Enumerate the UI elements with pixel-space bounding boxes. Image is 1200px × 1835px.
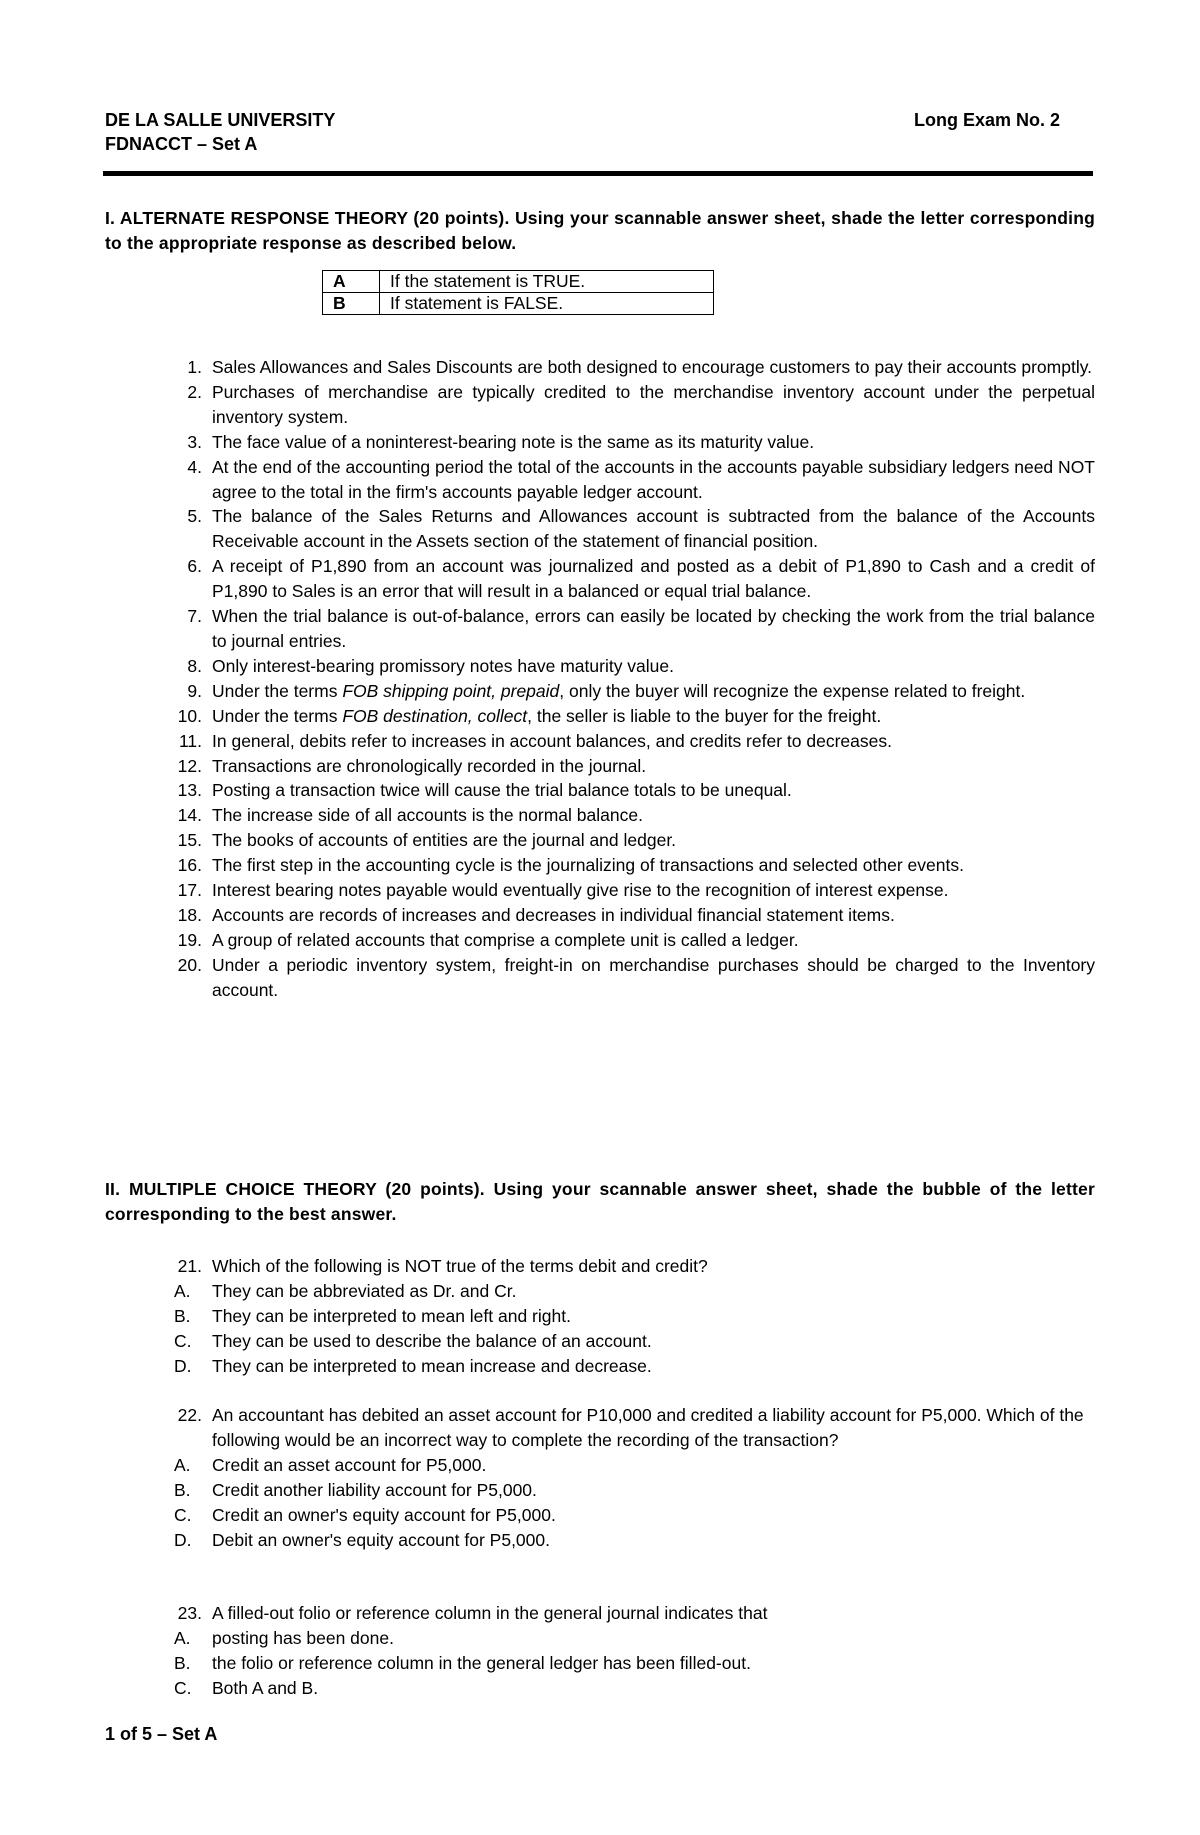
answer-option [105,1676,1095,1701]
page-footer: 1 of 5 – Set A [105,1724,218,1744]
question-stem [105,1601,1095,1626]
question-number: 21. [177,1256,202,1276]
answer-option [105,1528,1095,1553]
question-number: 10. [177,705,202,726]
legend-key: B [323,293,380,315]
answer-option [105,1329,1095,1354]
answer-option [105,1279,1095,1304]
question-text: In general, debits refer to increases in account balances, and credits refer to decreases. [212,730,892,751]
question-number: 20. [177,954,202,975]
stem-text: Which of the following is NOT true of the terms debit and credit? [212,1256,708,1276]
question-item [105,504,1095,554]
question-text: Posting a transaction twice will cause the trial balance totals to be unequal. [212,780,792,801]
option-letter: A. [174,1454,191,1475]
question-number: 2. [187,381,202,402]
question-number: 19. [177,929,202,950]
legend-meaning: If statement is FALSE. [380,293,714,315]
question-item [105,928,1095,953]
question-text: The books of accounts of entities are the journal and ledger. [212,830,677,851]
exam-title: Long Exam No. 2 [913,110,1060,130]
question-text-pre: Under the terms [212,705,343,726]
option-text: Credit another liability account for P5,000. [212,1479,537,1500]
question-number: 1. [187,357,202,377]
question-text: Interest bearing notes payable would eventually give rise to the recognition of interest expense. [212,880,949,901]
question-text: A receipt of P1,890 from an account was journalized and posted as a debit of P1,890 to Cash and a credit of P1,890 to Sales is an error that will result in a balanced or equal trial balance. [212,556,1095,602]
question-item [105,903,1095,928]
question-text-pre: Under the terms [212,680,343,701]
legend-meaning: If the statement is TRUE. [380,271,714,293]
university-name: DE LA SALLE UNIVERSITY [105,110,336,130]
question-number: 6. [187,556,202,577]
option-text: Debit an owner's equity account for P5,000. [212,1529,550,1550]
answer-option [105,1503,1095,1528]
question-item [105,878,1095,903]
option-letter: D. [174,1355,192,1376]
option-text: Credit an asset account for P5,000. [212,1454,487,1475]
question-text: Transactions are chronologically recorded in the journal. [212,755,647,776]
answer-option [105,1478,1095,1503]
option-text: the folio or reference column in the general ledger has been filled-out. [212,1652,751,1673]
question-number: 18. [177,904,202,925]
question-stem [105,1254,1095,1279]
question-item [105,604,1095,654]
option-letter: B. [174,1305,191,1326]
option-letter: A. [174,1627,191,1648]
option-text: posting has been done. [212,1627,394,1648]
question-text: Only interest-bearing promissory notes have maturity value. [212,655,675,676]
mc-question [105,1601,1095,1701]
answer-option [105,1651,1095,1676]
option-text: They can be interpreted to mean increase and decrease. [212,1355,652,1376]
answer-option [105,1354,1095,1379]
question-number: 4. [187,456,202,477]
option-letter: B. [174,1652,191,1673]
question-text: At the end of the accounting period the total of the accounts in the accounts payable subsidiary ledgers need NOT agree to the total in the firm's accounts payable ledger account. [212,456,1095,502]
header-left [105,108,335,156]
question-text: The increase side of all accounts is the normal balance. [212,805,643,826]
stem-text: An accountant has debited an asset account for P10,000 and credited a liability account for P5,000. Which of the following would be an incorrect way to complete the recording of the transaction? [212,1405,1084,1450]
question-text-emphasis: FOB destination, collect [342,705,528,726]
question-text-post: , the seller is liable to the buyer for the freight. [527,705,882,726]
option-text: They can be interpreted to mean left and right. [212,1305,571,1326]
question-number: 13. [177,780,202,801]
option-letter: B. [174,1479,191,1500]
question-item [105,704,1095,729]
question-item [105,729,1095,754]
answer-legend-table [322,270,714,315]
course-code: FDNACCT – Set A [105,134,258,154]
mc-question [105,1254,1095,1379]
question-item [105,654,1095,679]
question-item [105,853,1095,878]
stem-text: A filled-out folio or reference column in the general journal indicates that [212,1603,768,1623]
question-item [105,355,1095,380]
option-text: Both A and B. [212,1677,319,1698]
question-number: 7. [187,606,202,627]
section-1-heading: I. ALTERNATE RESPONSE THEORY (20 points). Using your scannable answer sheet, shade the letter corresponding to the appropriate response as described below. [105,208,1095,253]
question-number: 17. [177,880,202,901]
question-text-post: , only the buyer will recognize the expense related to freight. [559,680,1026,701]
true-false-list [105,355,1095,1003]
question-number: 5. [187,506,202,527]
question-item [105,754,1095,779]
option-letter: C. [174,1330,192,1351]
option-letter: C. [174,1504,192,1525]
option-letter: A. [174,1280,191,1301]
option-text: They can be abbreviated as Dr. and Cr. [212,1280,517,1301]
option-letter: C. [174,1677,192,1698]
question-number: 3. [187,431,202,452]
question-item [105,380,1095,430]
question-text: The balance of the Sales Returns and Allowances account is subtracted from the balance of the Accounts Receivable account in the Assets section of the statement of financial position. [212,506,1095,552]
answer-option [105,1626,1095,1651]
question-text: Accounts are records of increases and decreases in individual financial statement items. [212,904,895,925]
question-number: 15. [177,830,202,851]
question-text: Sales Allowances and Sales Discounts are both designed to encourage customers to pay their accounts promptly. [212,357,1093,377]
question-text: A group of related accounts that comprise a complete unit is called a ledger. [212,929,799,950]
option-text: Credit an owner's equity account for P5,000. [212,1504,556,1525]
question-number: 23. [177,1603,202,1623]
question-item [105,778,1095,803]
section-2-heading: II. MULTIPLE CHOICE THEORY (20 points). Using your scannable answer sheet, shade the bubble of the letter corresponding to the best answer. [105,1179,1095,1224]
legend-key: A [323,271,380,293]
question-number: 22. [177,1405,202,1425]
question-number: 11. [178,730,202,751]
question-item [105,430,1095,455]
question-item [105,803,1095,828]
legend-row [323,293,714,315]
question-number: 8. [187,655,202,676]
question-item [105,679,1095,704]
option-text: They can be used to describe the balance of an account. [212,1330,652,1351]
question-text: Purchases of merchandise are typically credited to the merchandise inventory account under the perpetual inventory system. [212,381,1095,427]
question-text-emphasis: FOB shipping point, prepaid [342,680,560,701]
question-stem [105,1403,1095,1453]
question-item [105,953,1095,1003]
question-number: 16. [177,855,202,876]
question-number: 14. [177,805,202,826]
question-number: 9. [187,680,202,701]
legend-row [323,271,714,293]
question-text: The face value of a noninterest-bearing note is the same as its maturity value. [212,431,815,452]
question-text: The first step in the accounting cycle is the journalizing of transactions and selected other events. [212,855,964,876]
header-rule [103,171,1093,176]
option-letter: D. [174,1529,192,1550]
question-item [105,828,1095,853]
mc-question [105,1403,1095,1552]
question-item [105,455,1095,505]
question-item [105,554,1095,604]
answer-option [105,1304,1095,1329]
question-number: 12. [177,755,202,776]
question-text: Under a periodic inventory system, freight-in on merchandise purchases should be charged to the Inventory account. [212,954,1095,1000]
question-text: When the trial balance is out-of-balance, errors can easily be located by checking the work from the trial balance to journal entries. [212,606,1095,651]
answer-option [105,1453,1095,1478]
